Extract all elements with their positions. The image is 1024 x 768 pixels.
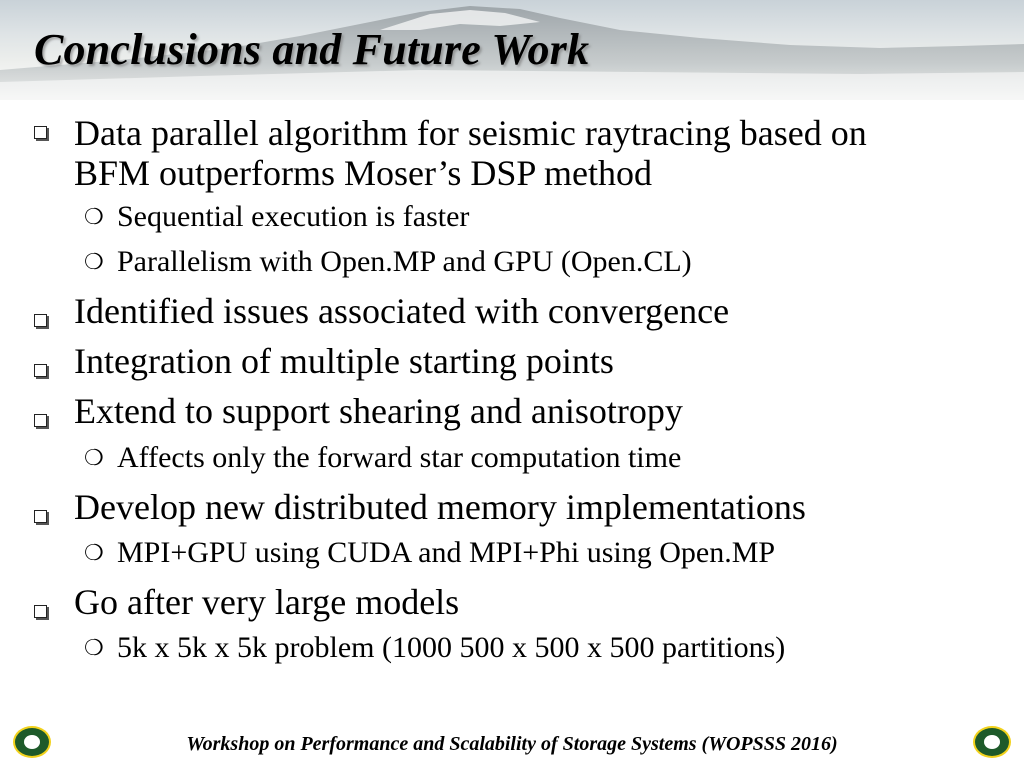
- hollow-circle-icon: ❍: [84, 540, 104, 565]
- bullet-1-line-2: BFM outperforms Moser’s DSP method: [74, 153, 653, 193]
- bullet-3-text: Integration of multiple starting points: [74, 341, 614, 381]
- hollow-square-icon: [34, 126, 47, 139]
- bullet-6-sub-1: 5k x 5k x 5k problem (1000 500 x 500 x 500 partitions): [117, 631, 786, 664]
- bullet-1-line-1: Data parallel algorithm for seismic raytracing based on: [74, 113, 867, 153]
- hollow-square-icon: [34, 364, 47, 377]
- hollow-circle-icon: ❍: [84, 445, 104, 470]
- title-banner: [0, 0, 1024, 100]
- bullet-4-text: Extend to support shearing and anisotropy: [74, 391, 683, 431]
- hollow-square-icon: [34, 605, 47, 618]
- bullet-1-sub-1: Sequential execution is faster: [117, 200, 470, 233]
- hollow-circle-icon: ❍: [84, 635, 104, 660]
- hollow-circle-icon: ❍: [84, 249, 104, 274]
- footer-text: Workshop on Performance and Scalability of Storage Systems (WOPSSS 2016): [186, 733, 838, 755]
- bullet-5-sub-1: MPI+GPU using CUDA and MPI+Phi using Open.MP: [117, 536, 776, 569]
- hollow-square-icon: [34, 510, 47, 523]
- bullet-5-text: Develop new distributed memory implementations: [74, 487, 806, 527]
- bullet-2-text: Identified issues associated with convergence: [74, 291, 730, 331]
- hollow-square-icon: [34, 314, 47, 327]
- hollow-circle-icon: ❍: [84, 204, 104, 229]
- bullet-6-text: Go after very large models: [74, 582, 460, 622]
- bullet-1-sub-2: Parallelism with Open.MP and GPU (Open.CL): [117, 245, 692, 278]
- hollow-square-icon: [34, 414, 47, 427]
- slide-title: Conclusions and Future Work: [34, 25, 590, 74]
- bullet-4-sub-1: Affects only the forward star computation time: [117, 441, 682, 474]
